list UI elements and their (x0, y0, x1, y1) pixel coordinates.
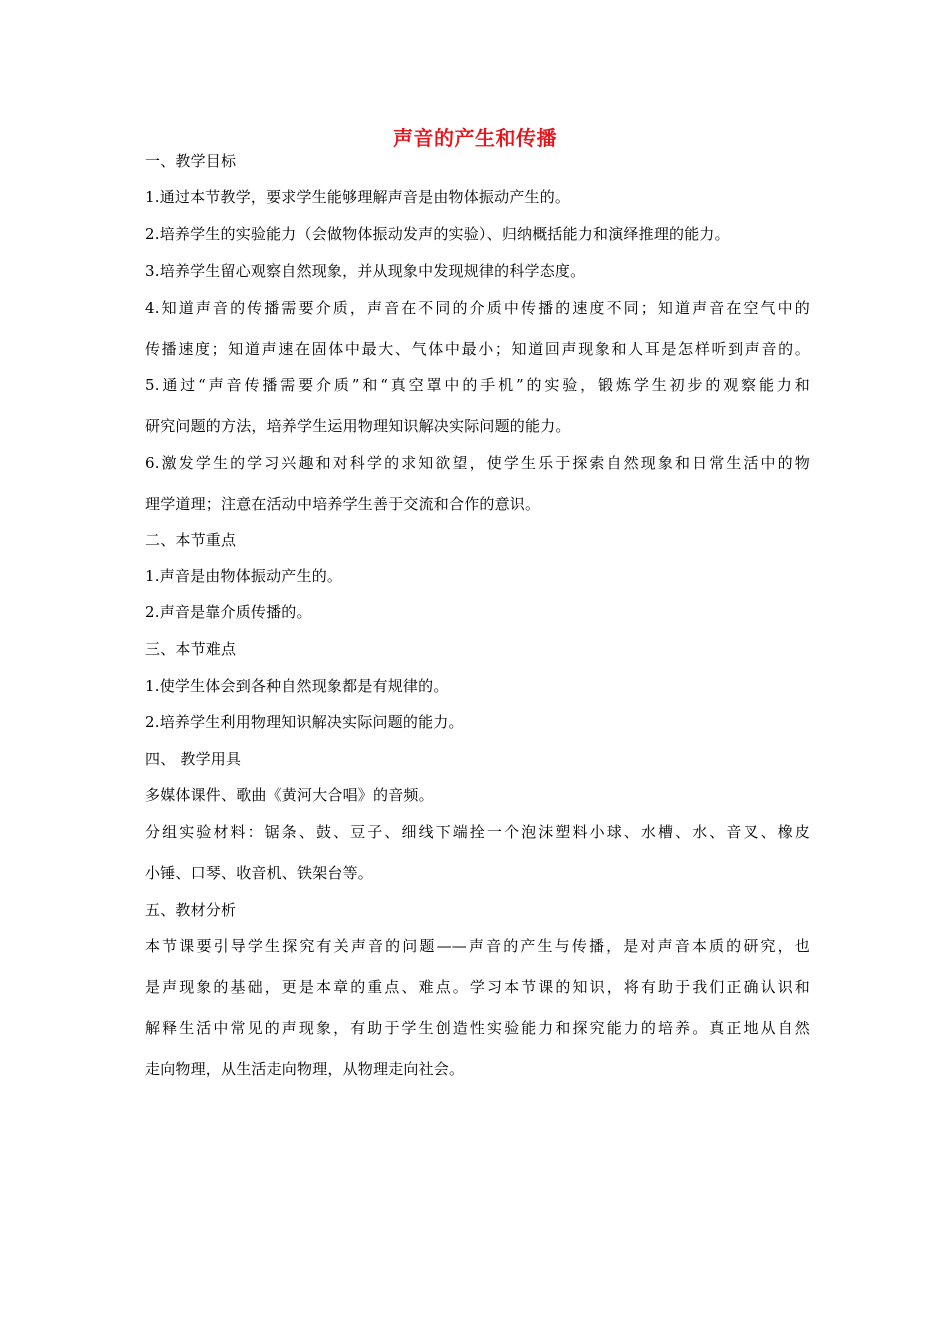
difficulty-2: 2.培养学生利用物理知识解决实际问题的能力。 (145, 713, 464, 731)
heading-teaching-objectives: 一、教学目标 (145, 152, 237, 170)
objective-2: 2.培养学生的实验能力（会做物体振动发声的实验）、归纳概括能力和演绎推理的能力。 (145, 225, 730, 243)
heading-difficulties: 三、本节难点 (145, 640, 237, 658)
tools-materials-line-1: 分组实验材料：锯条、鼓、豆子、细线下端拴一个泡沫塑料小球、水槽、水、音叉、橡皮 (145, 823, 810, 841)
objective-5-line-1: 5.通过“声音传播需要介质”和“真空罩中的手机”的实验，锻炼学生初步的观察能力和 (145, 376, 810, 394)
heading-textbook-analysis: 五、教材分析 (145, 901, 237, 919)
difficulty-1: 1.使学生体会到各种自然现象都是有规律的。 (145, 677, 449, 695)
objective-6-line-2: 理学道理；注意在活动中培养学生善于交流和合作的意识。 (145, 495, 541, 513)
objective-1: 1.通过本节教学，要求学生能够理解声音是由物体振动产生的。 (145, 188, 571, 206)
objective-3: 3.培养学生留心观察自然现象，并从现象中发现规律的科学态度。 (145, 262, 586, 280)
analysis-line-2: 是声现象的基础，更是本章的重点、难点。学习本节课的知识，将有助于我们正确认识和 (145, 978, 810, 996)
analysis-line-4: 走向物理，从生活走向物理，从物理走向社会。 (145, 1060, 465, 1078)
objective-4-line-2: 传播速度；知道声速在固体中最大、气体中最小；知道回声现象和人耳是怎样听到声音的。 (145, 340, 810, 358)
document-title: 声音的产生和传播 (393, 126, 557, 150)
objective-5-line-2: 研究问题的方法，培养学生运用物理知识解决实际问题的能力。 (145, 417, 571, 435)
tools-materials-line-2: 小锤、口琴、收音机、铁架台等。 (145, 864, 374, 882)
heading-key-points: 二、本节重点 (145, 531, 237, 549)
objective-6-line-1: 6.激发学生的学习兴趣和对科学的求知欲望，使学生乐于探索自然现象和日常生活中的物 (145, 454, 810, 472)
analysis-line-3: 解释生活中常见的声现象，有助于学生创造性实验能力和探究能力的培养。真正地从自然 (145, 1019, 810, 1037)
key-point-1: 1.声音是由物体振动产生的。 (145, 567, 343, 585)
heading-teaching-tools: 四、 教学用具 (145, 750, 242, 768)
tools-multimedia: 多媒体课件、歌曲《黄河大合唱》的音频。 (145, 786, 434, 804)
objective-4-line-1: 4.知道声音的传播需要介质，声音在不同的介质中传播的速度不同；知道声音在空气中的 (145, 299, 810, 317)
analysis-line-1: 本节课要引导学生探究有关声音的问题——声音的产生与传播，是对声音本质的研究，也 (145, 937, 810, 955)
key-point-2: 2.声音是靠介质传播的。 (145, 603, 312, 621)
